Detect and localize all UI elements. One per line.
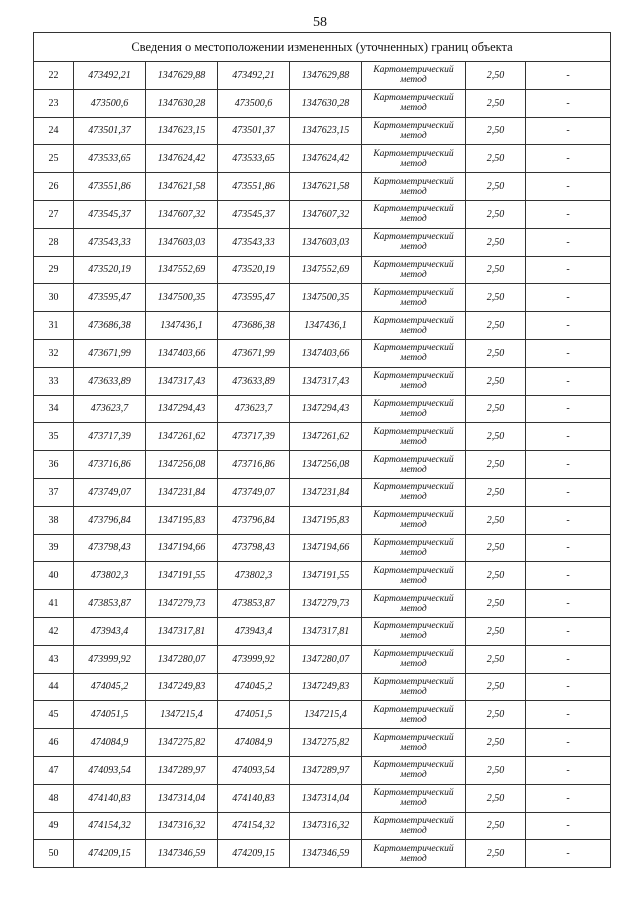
note-cell: - (526, 339, 611, 367)
existing-x-cell: 473853,87 (74, 590, 146, 618)
note-cell: - (526, 145, 611, 173)
table-row (34, 562, 611, 590)
refined-x-cell: 473796,84 (218, 506, 290, 534)
accuracy-cell: 2,50 (466, 756, 526, 784)
accuracy-cell: 2,50 (466, 784, 526, 812)
point-number-cell: 46 (34, 729, 74, 757)
note-cell: - (526, 506, 611, 534)
existing-x-cell: 474084,9 (74, 729, 146, 757)
method-cell: Картометрический метод (362, 256, 466, 284)
table-row (34, 729, 611, 757)
note-cell: - (526, 784, 611, 812)
existing-x-cell: 473796,84 (74, 506, 146, 534)
note-cell: - (526, 256, 611, 284)
note-cell: - (526, 312, 611, 340)
table-row (34, 62, 611, 90)
existing-x-cell: 473716,86 (74, 451, 146, 479)
page-number: 58 (313, 15, 327, 30)
accuracy-cell: 2,50 (466, 284, 526, 312)
accuracy-cell: 2,50 (466, 451, 526, 479)
accuracy-cell: 2,50 (466, 478, 526, 506)
note-cell: - (526, 62, 611, 90)
method-cell: Картометрический метод (362, 200, 466, 228)
existing-y-cell: 1347249,83 (146, 673, 218, 701)
point-number-cell: 48 (34, 784, 74, 812)
existing-x-cell: 473545,37 (74, 200, 146, 228)
refined-x-cell: 473802,3 (218, 562, 290, 590)
refined-x-cell: 473633,89 (218, 367, 290, 395)
point-number-cell: 32 (34, 339, 74, 367)
note-cell: - (526, 645, 611, 673)
refined-x-cell: 473749,07 (218, 478, 290, 506)
existing-x-cell: 473633,89 (74, 367, 146, 395)
existing-y-cell: 1347317,81 (146, 617, 218, 645)
existing-y-cell: 1347317,43 (146, 367, 218, 395)
point-number-cell: 44 (34, 673, 74, 701)
existing-y-cell: 1347194,66 (146, 534, 218, 562)
note-cell: - (526, 117, 611, 145)
accuracy-cell: 2,50 (466, 645, 526, 673)
accuracy-cell: 2,50 (466, 617, 526, 645)
method-cell: Картометрический метод (362, 89, 466, 117)
point-number-cell: 26 (34, 173, 74, 201)
method-cell: Картометрический метод (362, 534, 466, 562)
point-number-cell: 36 (34, 451, 74, 479)
note-cell: - (526, 284, 611, 312)
table-row (34, 534, 611, 562)
point-number-cell: 28 (34, 228, 74, 256)
method-cell: Картометрический метод (362, 367, 466, 395)
refined-y-cell: 1347603,03 (290, 228, 362, 256)
method-cell: Картометрический метод (362, 339, 466, 367)
existing-x-cell: 473551,86 (74, 173, 146, 201)
accuracy-cell: 2,50 (466, 173, 526, 201)
method-cell: Картометрический метод (362, 701, 466, 729)
refined-y-cell: 1347317,43 (290, 367, 362, 395)
refined-x-cell: 473500,6 (218, 89, 290, 117)
existing-x-cell: 474209,15 (74, 840, 146, 868)
point-number-cell: 24 (34, 117, 74, 145)
existing-x-cell: 473671,99 (74, 339, 146, 367)
note-cell: - (526, 395, 611, 423)
refined-y-cell: 1347500,35 (290, 284, 362, 312)
existing-y-cell: 1347275,82 (146, 729, 218, 757)
note-cell: - (526, 617, 611, 645)
point-number-cell: 31 (34, 312, 74, 340)
point-number-cell: 41 (34, 590, 74, 618)
point-number-cell: 47 (34, 756, 74, 784)
table-row (34, 645, 611, 673)
accuracy-cell: 2,50 (466, 228, 526, 256)
refined-y-cell: 1347195,83 (290, 506, 362, 534)
existing-y-cell: 1347256,08 (146, 451, 218, 479)
refined-x-cell: 473551,86 (218, 173, 290, 201)
existing-y-cell: 1347624,42 (146, 145, 218, 173)
accuracy-cell: 2,50 (466, 395, 526, 423)
table-row (34, 590, 611, 618)
existing-y-cell: 1347261,62 (146, 423, 218, 451)
table-row (34, 256, 611, 284)
note-cell: - (526, 228, 611, 256)
table-row (34, 339, 611, 367)
method-cell: Картометрический метод (362, 312, 466, 340)
table-row (34, 701, 611, 729)
refined-x-cell: 474084,9 (218, 729, 290, 757)
existing-y-cell: 1347621,58 (146, 173, 218, 201)
point-number-cell: 27 (34, 200, 74, 228)
accuracy-cell: 2,50 (466, 590, 526, 618)
refined-x-cell: 473543,33 (218, 228, 290, 256)
accuracy-cell: 2,50 (466, 506, 526, 534)
accuracy-cell: 2,50 (466, 256, 526, 284)
refined-y-cell: 1347629,88 (290, 62, 362, 90)
refined-y-cell: 1347552,69 (290, 256, 362, 284)
table-row (34, 395, 611, 423)
table-row (34, 812, 611, 840)
table-row (34, 756, 611, 784)
point-number-cell: 43 (34, 645, 74, 673)
existing-x-cell: 473533,65 (74, 145, 146, 173)
accuracy-cell: 2,50 (466, 701, 526, 729)
refined-y-cell: 1347623,15 (290, 117, 362, 145)
refined-x-cell: 473717,39 (218, 423, 290, 451)
method-cell: Картометрический метод (362, 173, 466, 201)
method-cell: Картометрический метод (362, 617, 466, 645)
accuracy-cell: 2,50 (466, 562, 526, 590)
refined-y-cell: 1347279,73 (290, 590, 362, 618)
point-number-cell: 30 (34, 284, 74, 312)
existing-y-cell: 1347607,32 (146, 200, 218, 228)
table-row (34, 200, 611, 228)
point-number-cell: 23 (34, 89, 74, 117)
accuracy-cell: 2,50 (466, 367, 526, 395)
note-cell: - (526, 478, 611, 506)
refined-x-cell: 473520,19 (218, 256, 290, 284)
refined-x-cell: 473671,99 (218, 339, 290, 367)
accuracy-cell: 2,50 (466, 423, 526, 451)
existing-x-cell: 473798,43 (74, 534, 146, 562)
point-number-cell: 33 (34, 367, 74, 395)
point-number-cell: 40 (34, 562, 74, 590)
existing-x-cell: 473686,38 (74, 312, 146, 340)
existing-y-cell: 1347623,15 (146, 117, 218, 145)
existing-y-cell: 1347552,69 (146, 256, 218, 284)
table-row (34, 617, 611, 645)
method-cell: Картометрический метод (362, 395, 466, 423)
method-cell: Картометрический метод (362, 756, 466, 784)
point-number-cell: 50 (34, 840, 74, 868)
table-row (34, 117, 611, 145)
refined-y-cell: 1347314,04 (290, 784, 362, 812)
method-cell: Картометрический метод (362, 645, 466, 673)
coordinates-table (33, 32, 611, 868)
method-cell: Картометрический метод (362, 478, 466, 506)
table-row (34, 89, 611, 117)
table-caption: Сведения о местоположении измененных (уточненных) границ объекта (34, 33, 611, 62)
point-number-cell: 45 (34, 701, 74, 729)
existing-x-cell: 474051,5 (74, 701, 146, 729)
existing-y-cell: 1347294,43 (146, 395, 218, 423)
existing-x-cell: 473543,33 (74, 228, 146, 256)
point-number-cell: 25 (34, 145, 74, 173)
accuracy-cell: 2,50 (466, 117, 526, 145)
refined-y-cell: 1347289,97 (290, 756, 362, 784)
note-cell: - (526, 200, 611, 228)
note-cell: - (526, 729, 611, 757)
note-cell: - (526, 812, 611, 840)
method-cell: Картометрический метод (362, 673, 466, 701)
existing-y-cell: 1347346,59 (146, 840, 218, 868)
point-number-cell: 35 (34, 423, 74, 451)
refined-y-cell: 1347624,42 (290, 145, 362, 173)
note-cell: - (526, 673, 611, 701)
note-cell: - (526, 701, 611, 729)
refined-y-cell: 1347275,82 (290, 729, 362, 757)
existing-y-cell: 1347191,55 (146, 562, 218, 590)
note-cell: - (526, 562, 611, 590)
accuracy-cell: 2,50 (466, 812, 526, 840)
method-cell: Картометрический метод (362, 812, 466, 840)
refined-x-cell: 473595,47 (218, 284, 290, 312)
method-cell: Картометрический метод (362, 590, 466, 618)
refined-x-cell: 473501,37 (218, 117, 290, 145)
note-cell: - (526, 534, 611, 562)
note-cell: - (526, 367, 611, 395)
refined-y-cell: 1347249,83 (290, 673, 362, 701)
refined-y-cell: 1347294,43 (290, 395, 362, 423)
existing-y-cell: 1347279,73 (146, 590, 218, 618)
method-cell: Картометрический метод (362, 117, 466, 145)
refined-y-cell: 1347194,66 (290, 534, 362, 562)
existing-x-cell: 474045,2 (74, 673, 146, 701)
accuracy-cell: 2,50 (466, 200, 526, 228)
existing-y-cell: 1347603,03 (146, 228, 218, 256)
refined-x-cell: 473716,86 (218, 451, 290, 479)
existing-y-cell: 1347436,1 (146, 312, 218, 340)
existing-x-cell: 474093,54 (74, 756, 146, 784)
table-row (34, 673, 611, 701)
existing-y-cell: 1347314,04 (146, 784, 218, 812)
table-row (34, 173, 611, 201)
accuracy-cell: 2,50 (466, 673, 526, 701)
refined-y-cell: 1347403,66 (290, 339, 362, 367)
existing-y-cell: 1347316,32 (146, 812, 218, 840)
refined-y-cell: 1347280,07 (290, 645, 362, 673)
refined-y-cell: 1347316,32 (290, 812, 362, 840)
refined-x-cell: 474140,83 (218, 784, 290, 812)
table-row (34, 284, 611, 312)
refined-x-cell: 473999,92 (218, 645, 290, 673)
refined-x-cell: 473798,43 (218, 534, 290, 562)
existing-x-cell: 474140,83 (74, 784, 146, 812)
accuracy-cell: 2,50 (466, 729, 526, 757)
table-caption-row (34, 33, 611, 62)
refined-x-cell: 474209,15 (218, 840, 290, 868)
method-cell: Картометрический метод (362, 228, 466, 256)
existing-x-cell: 473595,47 (74, 284, 146, 312)
existing-x-cell: 473749,07 (74, 478, 146, 506)
refined-x-cell: 473533,65 (218, 145, 290, 173)
refined-x-cell: 473623,7 (218, 395, 290, 423)
refined-y-cell: 1347607,32 (290, 200, 362, 228)
refined-y-cell: 1347630,28 (290, 89, 362, 117)
accuracy-cell: 2,50 (466, 62, 526, 90)
method-cell: Картометрический метод (362, 145, 466, 173)
accuracy-cell: 2,50 (466, 840, 526, 868)
existing-x-cell: 473500,6 (74, 89, 146, 117)
point-number-cell: 22 (34, 62, 74, 90)
existing-y-cell: 1347500,35 (146, 284, 218, 312)
method-cell: Картометрический метод (362, 284, 466, 312)
method-cell: Картометрический метод (362, 562, 466, 590)
refined-y-cell: 1347317,81 (290, 617, 362, 645)
existing-y-cell: 1347195,83 (146, 506, 218, 534)
existing-y-cell: 1347280,07 (146, 645, 218, 673)
refined-y-cell: 1347256,08 (290, 451, 362, 479)
note-cell: - (526, 756, 611, 784)
point-number-cell: 49 (34, 812, 74, 840)
refined-y-cell: 1347215,4 (290, 701, 362, 729)
table-row (34, 423, 611, 451)
existing-x-cell: 473520,19 (74, 256, 146, 284)
table-row (34, 506, 611, 534)
refined-x-cell: 473686,38 (218, 312, 290, 340)
table-row (34, 145, 611, 173)
accuracy-cell: 2,50 (466, 534, 526, 562)
point-number-cell: 39 (34, 534, 74, 562)
existing-x-cell: 473802,3 (74, 562, 146, 590)
existing-x-cell: 473943,4 (74, 617, 146, 645)
refined-x-cell: 474154,32 (218, 812, 290, 840)
accuracy-cell: 2,50 (466, 339, 526, 367)
note-cell: - (526, 423, 611, 451)
note-cell: - (526, 173, 611, 201)
refined-y-cell: 1347346,59 (290, 840, 362, 868)
accuracy-cell: 2,50 (466, 145, 526, 173)
existing-y-cell: 1347629,88 (146, 62, 218, 90)
existing-y-cell: 1347215,4 (146, 701, 218, 729)
method-cell: Картометрический метод (362, 784, 466, 812)
point-number-cell: 37 (34, 478, 74, 506)
refined-x-cell: 474045,2 (218, 673, 290, 701)
point-number-cell: 38 (34, 506, 74, 534)
method-cell: Картометрический метод (362, 506, 466, 534)
table-row (34, 840, 611, 868)
existing-x-cell: 473623,7 (74, 395, 146, 423)
accuracy-cell: 2,50 (466, 312, 526, 340)
note-cell: - (526, 451, 611, 479)
existing-x-cell: 473717,39 (74, 423, 146, 451)
existing-x-cell: 473492,21 (74, 62, 146, 90)
refined-y-cell: 1347621,58 (290, 173, 362, 201)
point-number-cell: 34 (34, 395, 74, 423)
note-cell: - (526, 590, 611, 618)
table-row (34, 478, 611, 506)
point-number-cell: 29 (34, 256, 74, 284)
method-cell: Картометрический метод (362, 729, 466, 757)
existing-y-cell: 1347630,28 (146, 89, 218, 117)
refined-x-cell: 473545,37 (218, 200, 290, 228)
refined-y-cell: 1347436,1 (290, 312, 362, 340)
accuracy-cell: 2,50 (466, 89, 526, 117)
point-number-cell: 42 (34, 617, 74, 645)
note-cell: - (526, 89, 611, 117)
method-cell: Картометрический метод (362, 423, 466, 451)
refined-y-cell: 1347231,84 (290, 478, 362, 506)
existing-y-cell: 1347403,66 (146, 339, 218, 367)
refined-x-cell: 474093,54 (218, 756, 290, 784)
table-row (34, 784, 611, 812)
table-row (34, 367, 611, 395)
method-cell: Картометрический метод (362, 840, 466, 868)
existing-x-cell: 473501,37 (74, 117, 146, 145)
refined-x-cell: 473853,87 (218, 590, 290, 618)
note-cell: - (526, 840, 611, 868)
refined-y-cell: 1347261,62 (290, 423, 362, 451)
refined-x-cell: 473492,21 (218, 62, 290, 90)
table-row (34, 451, 611, 479)
method-cell: Картометрический метод (362, 62, 466, 90)
refined-y-cell: 1347191,55 (290, 562, 362, 590)
existing-x-cell: 473999,92 (74, 645, 146, 673)
existing-y-cell: 1347231,84 (146, 478, 218, 506)
refined-x-cell: 474051,5 (218, 701, 290, 729)
existing-x-cell: 474154,32 (74, 812, 146, 840)
method-cell: Картометрический метод (362, 451, 466, 479)
table-row (34, 228, 611, 256)
table-row (34, 312, 611, 340)
existing-y-cell: 1347289,97 (146, 756, 218, 784)
refined-x-cell: 473943,4 (218, 617, 290, 645)
